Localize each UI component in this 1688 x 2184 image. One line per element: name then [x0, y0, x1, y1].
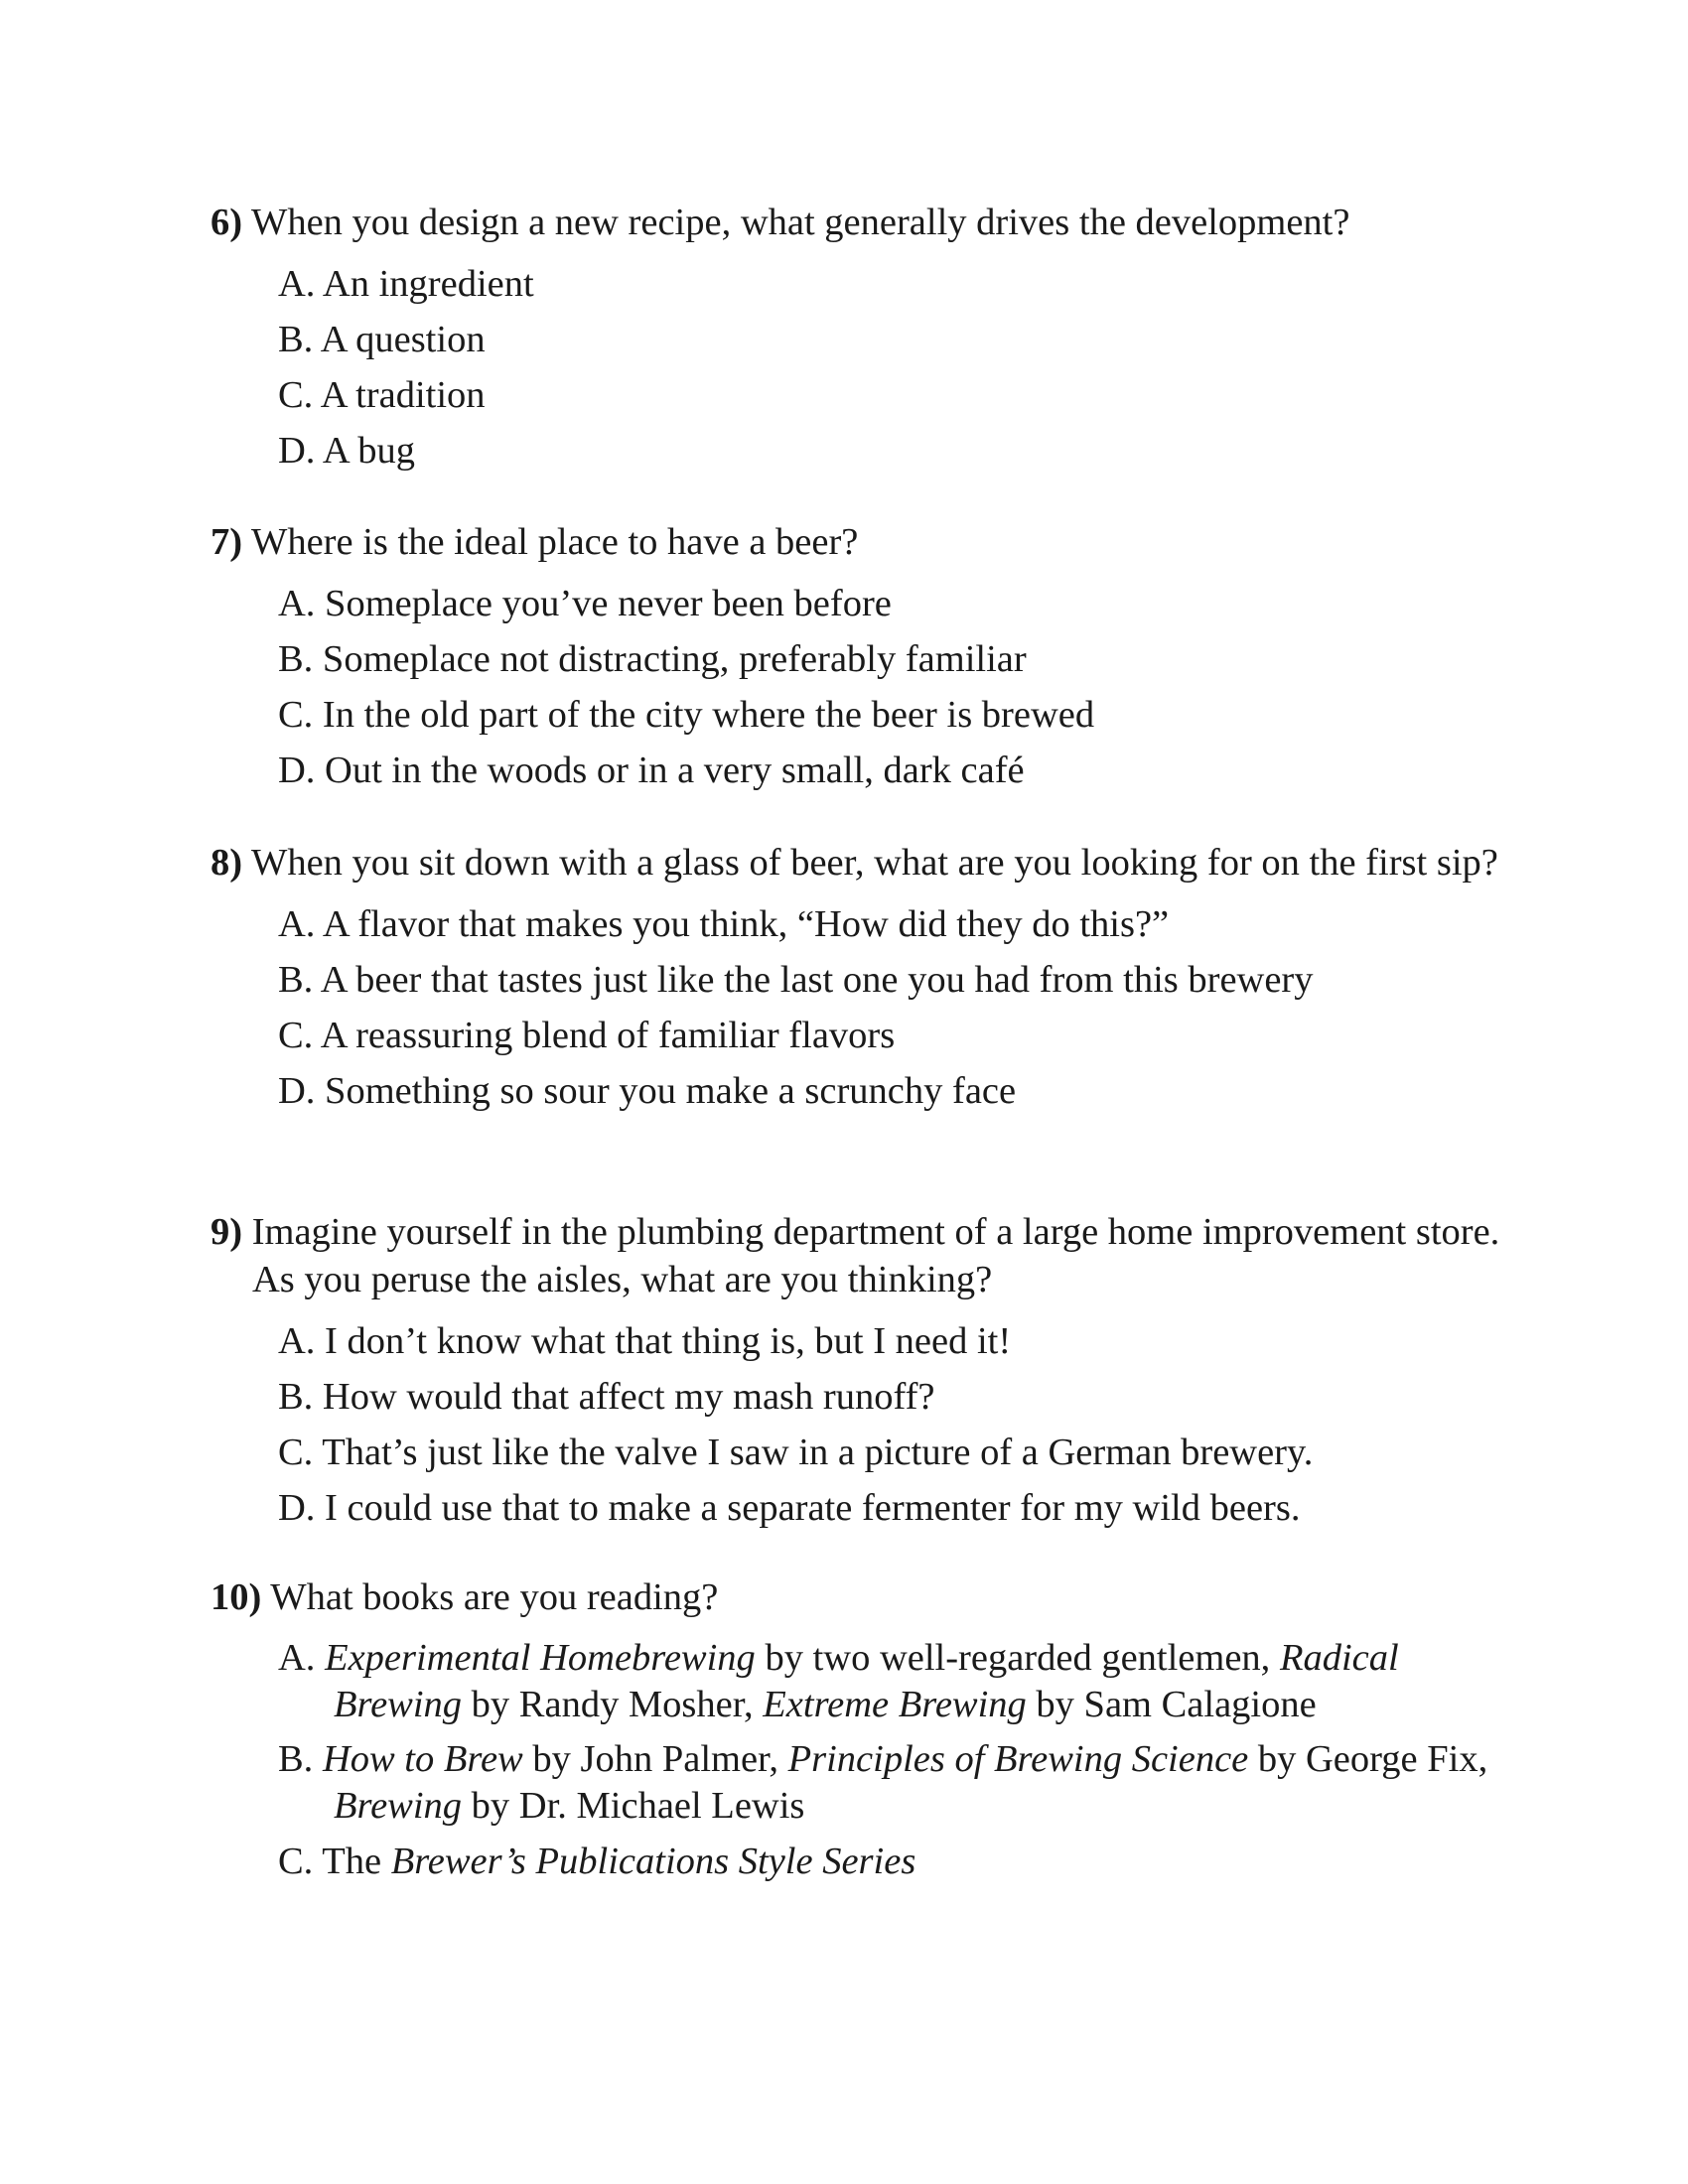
book-title: How to Brew [322, 1738, 523, 1780]
question-9 [211, 1208, 1521, 1540]
question-text [211, 518, 1521, 566]
answer-option-a: A. I don’t know what that thing is, but I need it! [278, 1320, 1012, 1362]
question-number: 10) [211, 1576, 262, 1618]
answer-option-b [278, 1736, 1521, 1830]
answer-option-d: D. Something so sour you make a scrunchy face [278, 1070, 1017, 1112]
question-text [211, 1573, 1521, 1621]
question-prompt: When you design a new recipe, what generally drives the development? [242, 202, 1350, 243]
book-title: Brewing [334, 1785, 463, 1827]
question-6 [211, 199, 1521, 482]
book-title: Radical Brewing [334, 1637, 1399, 1725]
answer-option-c: C. In the old part of the city where the beer is brewed [278, 694, 1095, 736]
answer-option-b: B. A beer that tastes just like the last one you had from this brewery [278, 959, 1314, 1001]
question-prompt: Where is the ideal place to have a beer? [242, 521, 859, 563]
book-title: Experimental Homebrewing [325, 1637, 756, 1679]
answer-option-c: C. A tradition [278, 374, 486, 416]
question-8 [211, 839, 1521, 1123]
answer-option-a [278, 1635, 1521, 1728]
answer-options [278, 580, 1521, 794]
answer-option-c: C. A reassuring blend of familiar flavors [278, 1015, 896, 1056]
question-number: 6) [211, 202, 243, 243]
book-author: by Randy Mosher, [462, 1684, 764, 1725]
answer-option-a: A. An ingredient [278, 263, 534, 305]
question-number: 8) [211, 842, 243, 884]
answer-option-b: B. A question [278, 319, 486, 360]
answer-option-c [278, 1838, 1521, 1885]
book-author: by George Fix, [1248, 1738, 1488, 1780]
question-prompt: When you sit down with a glass of beer, what are you looking for on the first sip? [242, 842, 1498, 884]
question-number: 9) [211, 1211, 243, 1253]
answer-options [278, 260, 1521, 475]
question-text [211, 199, 1521, 246]
answer-option-a: A. Someplace you’ve never been before [278, 583, 892, 624]
book-title: Brewer’s Publications Style Series [390, 1841, 916, 1882]
book-author: by Dr. Michael Lewis [462, 1785, 805, 1827]
option-letter: B. [278, 1738, 323, 1780]
answer-option-d: D. I could use that to make a separate fermenter for my wild beers. [278, 1487, 1301, 1529]
question-10 [211, 1573, 1521, 1893]
option-text: The [322, 1841, 391, 1882]
question-prompt: Imagine yourself in the plumbing department of a large home improvement store. As you peruse the aisles, what are you thinking? [242, 1211, 1500, 1300]
answer-option-d: D. A bug [278, 430, 415, 472]
option-letter: C. [278, 1841, 323, 1882]
question-text [211, 1208, 1521, 1303]
question-7 [211, 518, 1521, 802]
answer-option-a: A. A flavor that makes you think, “How did they do this?” [278, 903, 1170, 945]
answer-options [278, 900, 1521, 1115]
answer-option-c: C. That’s just like the valve I saw in a picture of a German brewery. [278, 1432, 1314, 1473]
book-author: by Sam Calagione [1026, 1684, 1317, 1725]
book-author: by two well-regarded gentlemen, [755, 1637, 1280, 1679]
answer-options [278, 1317, 1521, 1532]
answer-option-b: B. How would that affect my mash runoff? [278, 1376, 935, 1418]
question-prompt: What books are you reading? [261, 1576, 719, 1618]
book-title: Extreme Brewing [763, 1684, 1027, 1725]
question-text [211, 839, 1521, 887]
book-title: Principles of Brewing Science [787, 1738, 1249, 1780]
answer-options [278, 1635, 1521, 1885]
answer-option-b: B. Someplace not distracting, preferably familiar [278, 638, 1027, 680]
answer-option-d: D. Out in the woods or in a very small, dark café [278, 750, 1025, 791]
book-author: by John Palmer, [522, 1738, 788, 1780]
question-number: 7) [211, 521, 243, 563]
option-letter: A. [278, 1637, 326, 1679]
